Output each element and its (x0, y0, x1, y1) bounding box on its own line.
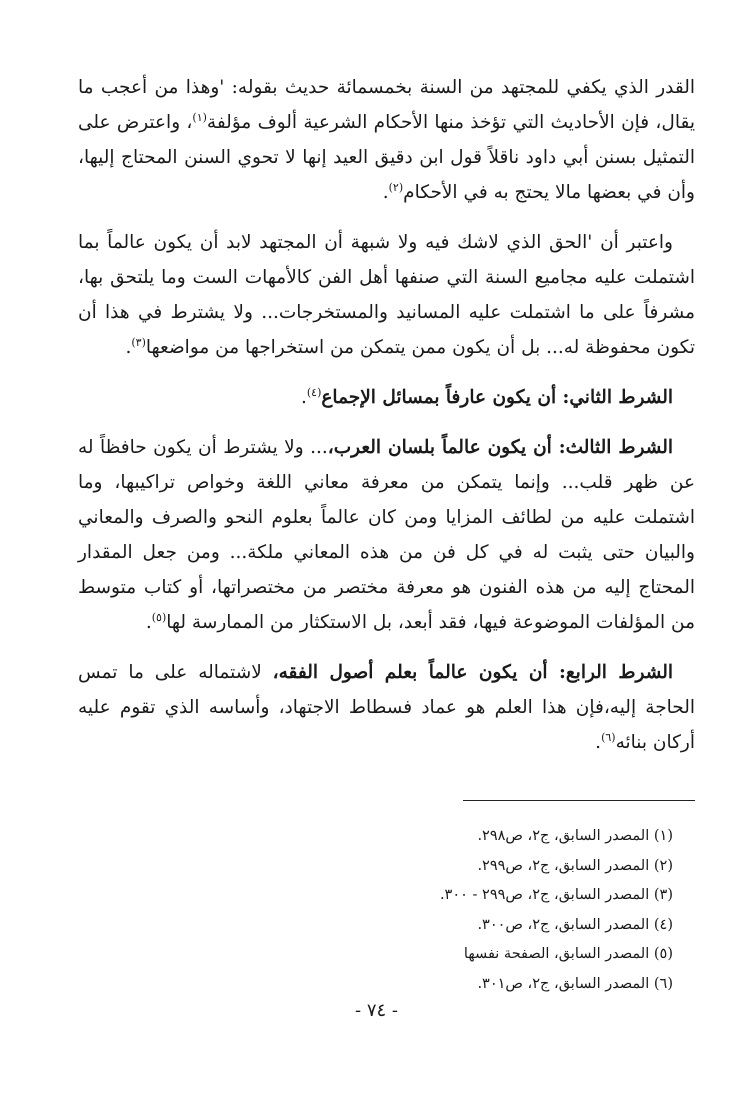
paragraph-2-end: . (125, 337, 132, 358)
page-number: - ٧٤ - (355, 1000, 398, 1021)
condition-3-title: الشرط الثالث: أن يكون عالماً بلسان العرب، (327, 437, 673, 458)
footnotes (200, 822, 673, 999)
footnote-4: (٤) المصدر السابق، ج٢، ص٣٠٠. (477, 916, 673, 933)
condition-2-title: الشرط الثاني: أن يكون عارفاً بمسائل الإجماع (321, 387, 673, 408)
condition-4-paragraph (78, 655, 695, 760)
footnote-1: (١) المصدر السابق، ج٢، ص٢٩٨. (477, 828, 673, 844)
condition-2-paragraph (78, 380, 695, 415)
footnote-3: (٣) المصدر السابق، ج٢، ص٢٩٩ - ٣٠٠. (439, 887, 673, 903)
footnote-ref-2: (٢) (388, 180, 404, 194)
footnote-6: (٦) المصدر السابق، ج٢، ص٣٠١. (477, 975, 673, 992)
condition-3-paragraph (78, 430, 695, 640)
footnote-5: (٥) المصدر السابق، الصفحة نفسها (463, 946, 673, 962)
paragraph-2-text: واعتبر أن 'الحق الذي لاشك فيه ولا شبهة أن المجتهد لابد أن يكون عالماً بما اشتملت عليه مجاميع السنة التي صنفها أهل الفن كالأمهات الست وما يلتحق بها، مشرفاً على ما اشتملت عليه المسانيد والمستخرجات... ولا يشترط في هذا أن تكون محفوظة له... بل أن يكون ممن يتمكن من استخراجها من مواضعها (78, 232, 695, 358)
footnote-ref-5: (٥) (151, 610, 167, 624)
footnote-ref-6: (٦) (601, 730, 616, 744)
paragraph-1-end: . (382, 182, 389, 203)
condition-3-text: ... ولا يشترط أن يكون حافظاً له عن ظهر قلب... وإنما يتمكن من معرفة معاني اللغة وخواص تراكيبها، وما اشتملت عليه من لطائف المزايا ومن كان عالماً بعلوم النحو والصرف والمعاني والبيان حتى يثبت له في كل فن من هذه المعاني ملكة... ومن جعل المقدار المحتاج إليه من هذه الفنون هو معرفة مختصر من مختصراتها، أو كتاب متوسط من المؤلفات الموضوعة فيها، فقد أبعد، بل الاستكثار من الممارسة لها (78, 437, 695, 633)
paragraph-1-text-cont: ، واعترض على التمثيل بسنن أبي داود ناقلاً قول ابن دقيق العيد إنها لا تحوي السنن المحتاج إليها، وأن في بعضها مالا يحتج به في الأحكام (78, 112, 695, 203)
paragraph-1 (78, 70, 695, 210)
condition-3-end: . (145, 612, 152, 633)
condition-2-end: . (300, 387, 307, 408)
paragraph-1-text: القدر الذي يكفي للمجتهد من السنة بخمسمائة حديث بقوله: 'وهذا من أعجب ما يقال، فإن الأحاديث التي تؤخذ منها الأحكام الشرعية ألوف مؤلفة (78, 77, 695, 133)
footnote-ref-3: (٣) (131, 335, 146, 349)
condition-4-title: الشرط الرابع: أن يكون عالماً بعلم أصول الفقه، (272, 662, 673, 683)
condition-4-text: لاشتماله على ما تمس الحاجة إليه،فإن هذا العلم هو عماد فسطاط الاجتهاد، وأساسه الذي تقوم عليه أركان بنائه (78, 662, 695, 753)
footnote-ref-4: (٤) (306, 385, 322, 399)
condition-4-end: . (595, 732, 602, 753)
footnote-separator (463, 800, 695, 801)
footnote-2: (٢) المصدر السابق، ج٢، ص٢٩٩. (477, 857, 673, 874)
footnote-ref-1: (١) (192, 110, 207, 124)
paragraph-2 (78, 225, 695, 365)
